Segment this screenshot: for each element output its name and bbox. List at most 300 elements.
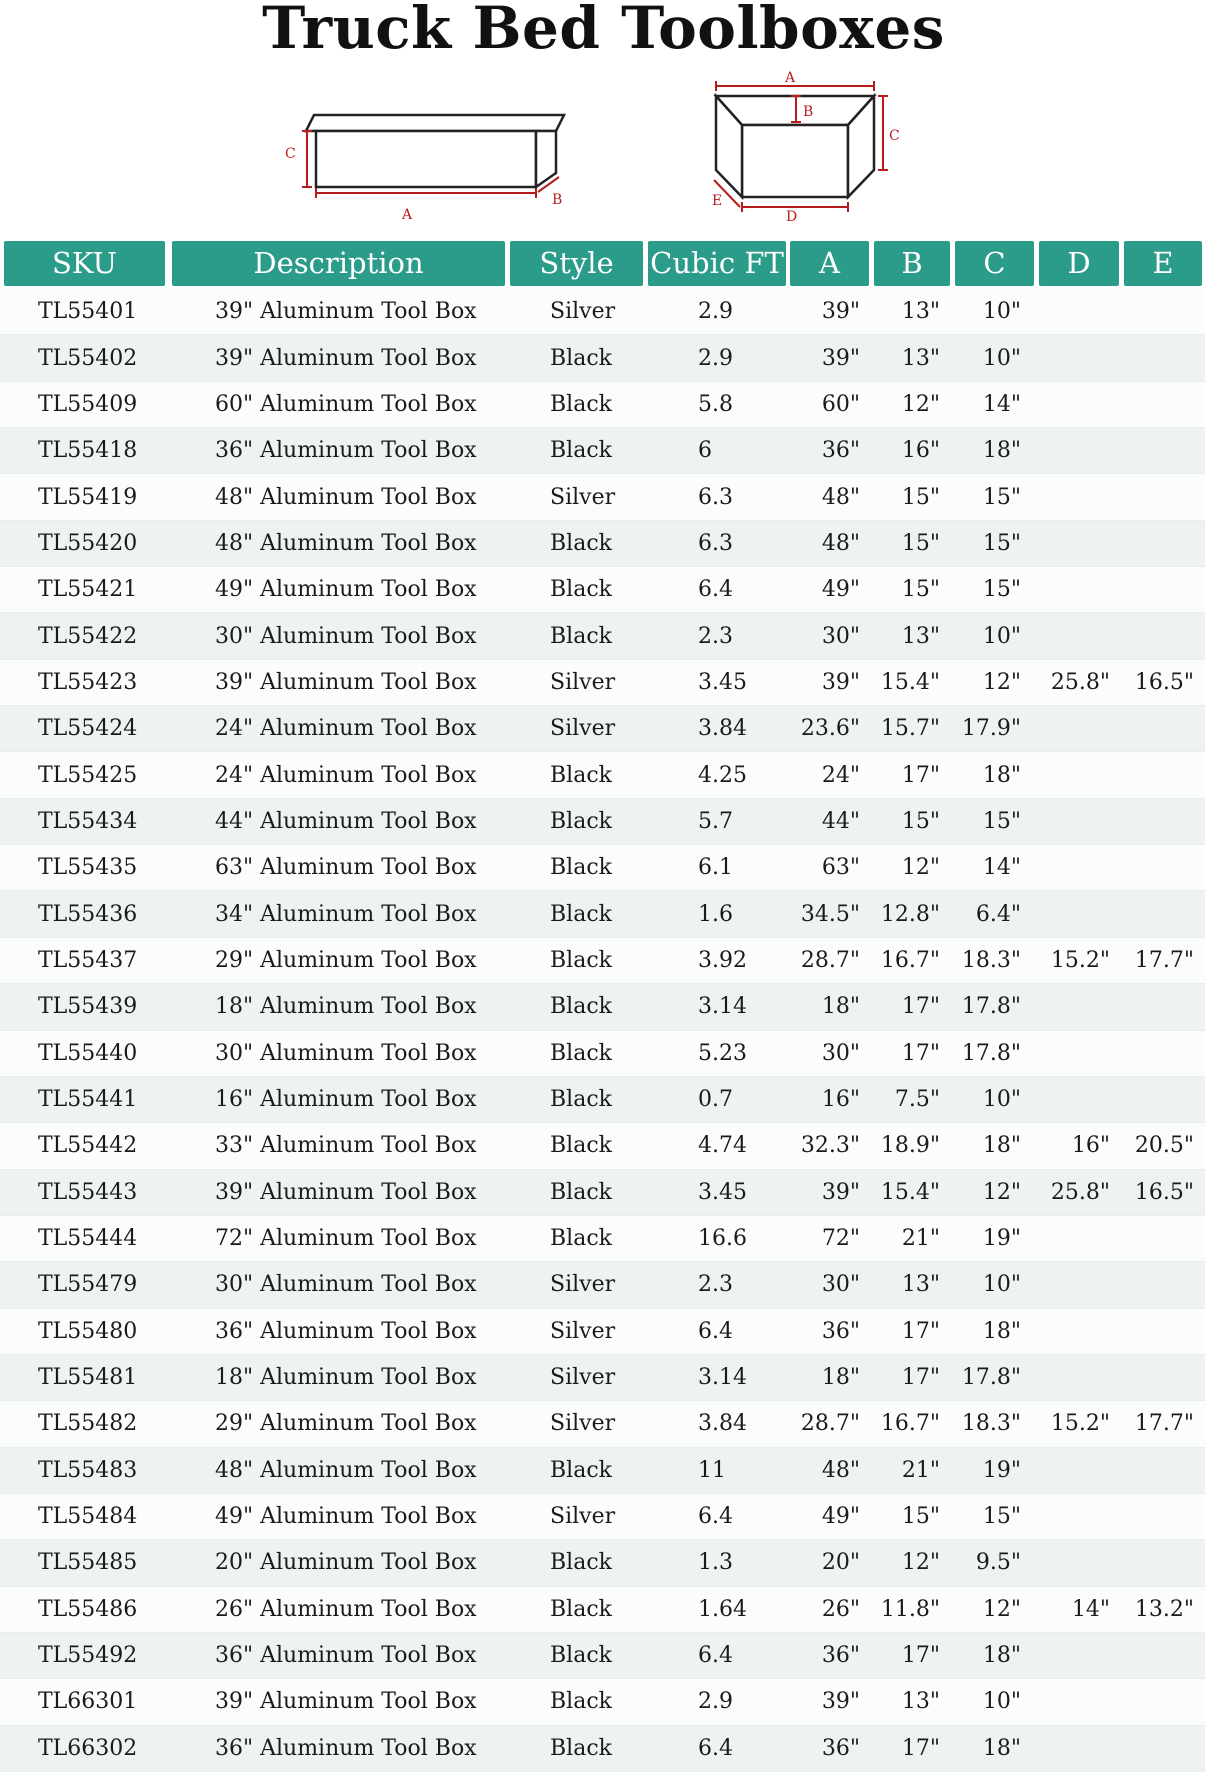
dimension-b-cell: 17"	[901, 1040, 940, 1066]
cubic-ft-cell: 3.45	[698, 1179, 747, 1205]
style-cell: Black	[550, 1643, 612, 1669]
style-cell: Silver	[550, 484, 616, 510]
dimension-label-d: D	[786, 209, 798, 225]
dimension-e-cell	[1124, 474, 1194, 519]
dimension-b-cell: 13"	[901, 299, 940, 325]
sku-cell: TL55420	[38, 530, 138, 556]
description-cell: 18" Aluminum Tool Box	[215, 1365, 477, 1391]
table-row	[0, 1077, 1205, 1123]
dimension-b-cell: 15.7"	[880, 716, 940, 742]
table-row	[0, 1031, 1205, 1077]
description-cell: 36" Aluminum Tool Box	[215, 1318, 477, 1344]
cubic-ft-cell: 5.8	[698, 391, 733, 417]
dimension-c-cell: 10"	[982, 1272, 1021, 1298]
cubic-ft-cell: 16.6	[698, 1226, 747, 1252]
sku-cell: TL55485	[38, 1550, 138, 1576]
sku-cell: TL55434	[38, 808, 138, 834]
dimension-b-cell: 21"	[901, 1226, 940, 1252]
cubic-ft-cell: 3.45	[698, 669, 747, 695]
dimension-label-c: C	[889, 128, 900, 144]
description-cell: 20" Aluminum Tool Box	[215, 1550, 477, 1576]
dimension-d-cell	[1040, 891, 1110, 936]
cubic-ft-cell: 2.9	[698, 299, 733, 325]
dimension-c-cell: 17.8"	[961, 1365, 1021, 1391]
dimension-d-cell	[1040, 1633, 1110, 1678]
description-cell: 36" Aluminum Tool Box	[215, 1643, 477, 1669]
dimension-c-cell: 18"	[982, 438, 1021, 464]
header-style: Style	[510, 241, 643, 286]
dimension-d-cell	[1040, 752, 1110, 797]
style-cell: Black	[550, 1550, 612, 1576]
cubic-ft-cell: 6.3	[698, 530, 733, 556]
description-cell: 63" Aluminum Tool Box	[215, 855, 477, 881]
table-row	[0, 1401, 1205, 1447]
sku-cell: TL55484	[38, 1504, 138, 1530]
dimension-d-cell	[1040, 1448, 1110, 1493]
description-cell: 36" Aluminum Tool Box	[215, 1735, 477, 1761]
dimension-a-cell: 39"	[821, 299, 860, 325]
dimension-b-cell: 15"	[901, 577, 940, 603]
dimension-d-cell	[1040, 289, 1110, 334]
cubic-ft-cell: 6.1	[698, 855, 733, 881]
dimension-a-cell: 36"	[821, 1643, 860, 1669]
dimension-b-cell: 11.8"	[880, 1596, 940, 1622]
sku-cell: TL55423	[38, 669, 138, 695]
dimension-a-cell: 30"	[821, 1272, 860, 1298]
dimension-b-cell: 17"	[901, 1318, 940, 1344]
dimension-c-cell: 19"	[982, 1226, 1021, 1252]
dimension-b-cell: 12"	[901, 855, 940, 881]
sku-cell: TL55421	[38, 577, 138, 603]
sku-cell: TL55422	[38, 623, 138, 649]
style-cell: Black	[550, 1689, 612, 1715]
table-row	[0, 660, 1205, 706]
cubic-ft-cell: 6.4	[698, 1318, 733, 1344]
dimension-b-cell: 12.8"	[880, 901, 940, 927]
dimension-d-cell	[1040, 1077, 1110, 1122]
header-sku: SKU	[4, 241, 165, 286]
style-cell: Black	[550, 577, 612, 603]
dimension-c-cell: 18"	[982, 1318, 1021, 1344]
dimension-e-cell	[1124, 567, 1194, 612]
table-row	[0, 845, 1205, 891]
description-cell: 44" Aluminum Tool Box	[215, 808, 477, 834]
table-row	[0, 289, 1205, 335]
cubic-ft-cell: 2.3	[698, 623, 733, 649]
dimension-a-cell: 49"	[821, 1504, 860, 1530]
sku-cell: TL55481	[38, 1365, 138, 1391]
dimension-d-cell	[1040, 1216, 1110, 1261]
dimension-a-cell: 18"	[821, 994, 860, 1020]
style-cell: Black	[550, 947, 612, 973]
cubic-ft-cell: 6.4	[698, 1504, 733, 1530]
dimension-e-cell	[1124, 382, 1194, 427]
style-cell: Silver	[550, 1272, 616, 1298]
dimension-label-a: A	[785, 70, 796, 86]
dimension-c-cell: 15"	[982, 808, 1021, 834]
table-row	[0, 1170, 1205, 1216]
dimension-e-cell: 20.5"	[1134, 1133, 1194, 1159]
dimension-e-cell	[1124, 521, 1194, 566]
style-cell: Silver	[550, 1504, 616, 1530]
sku-cell: TL55401	[38, 299, 138, 325]
dimension-e-cell	[1124, 1679, 1194, 1724]
dimension-c-cell: 18"	[982, 1735, 1021, 1761]
dimension-e-cell	[1124, 613, 1194, 658]
cubic-ft-cell: 5.23	[698, 1040, 747, 1066]
page-title: Truck Bed Toolboxes	[262, 0, 945, 62]
dimension-d-cell	[1040, 984, 1110, 1029]
header-cubic-ft: Cubic FT	[648, 241, 786, 286]
dimension-a-cell: 39"	[821, 1689, 860, 1715]
table-row	[0, 1309, 1205, 1355]
style-cell: Silver	[550, 1365, 616, 1391]
style-cell: Black	[550, 1457, 612, 1483]
dimension-d-cell	[1040, 799, 1110, 844]
dimension-a-cell: 30"	[821, 1040, 860, 1066]
dimension-b-cell: 13"	[901, 345, 940, 371]
dimension-a-cell: 36"	[821, 1318, 860, 1344]
style-cell: Black	[550, 391, 612, 417]
table-row	[0, 799, 1205, 845]
sku-cell: TL55418	[38, 438, 138, 464]
description-cell: 29" Aluminum Tool Box	[215, 947, 477, 973]
header-description: Description	[172, 241, 505, 286]
dimension-d-cell	[1040, 1355, 1110, 1400]
dimension-d-cell	[1040, 613, 1110, 658]
dimension-e-cell	[1124, 1216, 1194, 1261]
dimension-e-cell	[1124, 289, 1194, 334]
dimension-c-cell: 10"	[982, 345, 1021, 371]
sku-cell: TL55442	[38, 1133, 138, 1159]
dimension-label-c: C	[285, 146, 296, 162]
dimension-b-cell: 17"	[901, 1735, 940, 1761]
description-cell: 33" Aluminum Tool Box	[215, 1133, 477, 1159]
dimension-c-cell: 17.9"	[961, 716, 1021, 742]
description-cell: 34" Aluminum Tool Box	[215, 901, 477, 927]
header-b: B	[874, 241, 950, 286]
dimension-d-cell	[1040, 428, 1110, 473]
dimension-e-cell	[1124, 891, 1194, 936]
description-cell: 39" Aluminum Tool Box	[215, 1179, 477, 1205]
style-cell: Black	[550, 1040, 612, 1066]
sku-cell: TL55486	[38, 1596, 138, 1622]
dimension-d-cell	[1040, 1309, 1110, 1354]
sku-cell: TL55419	[38, 484, 138, 510]
cubic-ft-cell: 2.9	[698, 345, 733, 371]
table-row	[0, 335, 1205, 381]
dimension-d-cell	[1040, 521, 1110, 566]
description-cell: 30" Aluminum Tool Box	[215, 623, 477, 649]
dimension-d-cell	[1040, 1726, 1110, 1771]
dimension-c-cell: 18"	[982, 1133, 1021, 1159]
dimension-a-cell: 36"	[821, 438, 860, 464]
dimension-b-cell: 15"	[901, 530, 940, 556]
sku-cell: TL55483	[38, 1457, 138, 1483]
dimension-e-cell: 13.2"	[1134, 1596, 1194, 1622]
dimension-a-cell: 72"	[821, 1226, 860, 1252]
cubic-ft-cell: 3.92	[698, 947, 747, 973]
dimension-c-cell: 14"	[982, 855, 1021, 881]
dimension-c-cell: 9.5"	[975, 1550, 1021, 1576]
style-cell: Black	[550, 1133, 612, 1159]
table-row	[0, 1355, 1205, 1401]
sku-cell: TL55479	[38, 1272, 138, 1298]
header-e: E	[1124, 241, 1202, 286]
dimension-e-cell: 16.5"	[1134, 669, 1194, 695]
table-row	[0, 474, 1205, 520]
table-row	[0, 1726, 1205, 1772]
cubic-ft-cell: 3.14	[698, 994, 747, 1020]
table-row	[0, 984, 1205, 1030]
dimension-a-cell: 24"	[821, 762, 860, 788]
cubic-ft-cell: 1.64	[698, 1596, 747, 1622]
sku-cell: TL55492	[38, 1643, 138, 1669]
cubic-ft-cell: 2.3	[698, 1272, 733, 1298]
cubic-ft-cell: 0.7	[698, 1087, 733, 1113]
sku-cell: TL55439	[38, 994, 138, 1020]
table-row	[0, 1679, 1205, 1725]
dimension-a-cell: 28.7"	[800, 947, 860, 973]
table-body	[0, 289, 1207, 1772]
sku-cell: TL55437	[38, 947, 138, 973]
dimension-e-cell	[1124, 706, 1194, 751]
description-cell: 18" Aluminum Tool Box	[215, 994, 477, 1020]
table-row	[0, 1633, 1205, 1679]
dimension-label-e: E	[712, 193, 723, 209]
dimension-a-cell: 48"	[821, 484, 860, 510]
description-cell: 39" Aluminum Tool Box	[215, 299, 477, 325]
dimension-e-cell	[1124, 1355, 1194, 1400]
dimension-e-cell: 17.7"	[1134, 1411, 1194, 1437]
trapezoid-toolbox-diagram	[700, 70, 910, 230]
dimension-b-cell: 17"	[901, 994, 940, 1020]
toolbox-spec-table	[0, 241, 1207, 1761]
description-cell: 36" Aluminum Tool Box	[215, 438, 477, 464]
dimension-e-cell	[1124, 1633, 1194, 1678]
dimension-c-cell: 10"	[982, 1087, 1021, 1113]
dimension-c-cell: 10"	[982, 1689, 1021, 1715]
dimension-a-cell: 48"	[821, 530, 860, 556]
dimension-c-cell: 18.3"	[961, 947, 1021, 973]
style-cell: Black	[550, 623, 612, 649]
dimension-b-cell: 16"	[901, 438, 940, 464]
dimension-b-cell: 17"	[901, 1365, 940, 1391]
dimension-b-cell: 12"	[901, 1550, 940, 1576]
style-cell: Black	[550, 808, 612, 834]
dimension-a-cell: 28.7"	[800, 1411, 860, 1437]
cubic-ft-cell: 4.74	[698, 1133, 747, 1159]
sku-cell: TL55480	[38, 1318, 138, 1344]
table-row	[0, 938, 1205, 984]
dimension-e-cell	[1124, 1448, 1194, 1493]
dimension-e-cell	[1124, 984, 1194, 1029]
dimension-e-cell	[1124, 1077, 1194, 1122]
dimension-a-cell: 36"	[821, 1735, 860, 1761]
sku-cell: TL55441	[38, 1087, 138, 1113]
dimension-c-cell: 15"	[982, 484, 1021, 510]
dimension-b-cell: 13"	[901, 623, 940, 649]
table-row	[0, 1587, 1205, 1633]
dimension-b-cell: 13"	[901, 1272, 940, 1298]
description-cell: 29" Aluminum Tool Box	[215, 1411, 477, 1437]
dimension-b-cell: 17"	[901, 1643, 940, 1669]
dimension-a-cell: 18"	[821, 1365, 860, 1391]
dimension-e-cell	[1124, 1309, 1194, 1354]
description-cell: 39" Aluminum Tool Box	[215, 1689, 477, 1715]
header-c: C	[955, 241, 1034, 286]
sku-cell: TL55424	[38, 716, 138, 742]
dimension-a-cell: 39"	[821, 1179, 860, 1205]
dimension-d-cell: 14"	[1071, 1596, 1110, 1622]
cubic-ft-cell: 1.6	[698, 901, 733, 927]
cubic-ft-cell: 11	[698, 1457, 726, 1483]
dimension-e-cell	[1124, 799, 1194, 844]
cubic-ft-cell: 6.3	[698, 484, 733, 510]
style-cell: Black	[550, 901, 612, 927]
style-cell: Black	[550, 1596, 612, 1622]
table-row	[0, 428, 1205, 474]
sku-cell: TL66302	[38, 1735, 138, 1761]
dimension-d-cell	[1040, 1031, 1110, 1076]
cubic-ft-cell: 1.3	[698, 1550, 733, 1576]
table-row	[0, 1540, 1205, 1586]
dimension-a-cell: 63"	[821, 855, 860, 881]
dimension-a-cell: 32.3"	[800, 1133, 860, 1159]
dimension-c-cell: 17.8"	[961, 1040, 1021, 1066]
dimension-a-cell: 60"	[821, 391, 860, 417]
style-cell: Silver	[550, 1318, 616, 1344]
description-cell: 24" Aluminum Tool Box	[215, 716, 477, 742]
dimension-c-cell: 6.4"	[975, 901, 1021, 927]
dimension-a-cell: 20"	[821, 1550, 860, 1576]
dimension-b-cell: 13"	[901, 1689, 940, 1715]
dimension-d-cell	[1040, 1679, 1110, 1724]
description-cell: 39" Aluminum Tool Box	[215, 669, 477, 695]
description-cell: 49" Aluminum Tool Box	[215, 577, 477, 603]
dimension-c-cell: 19"	[982, 1457, 1021, 1483]
style-cell: Black	[550, 855, 612, 881]
description-cell: 48" Aluminum Tool Box	[215, 1457, 477, 1483]
dimension-a-cell: 30"	[821, 623, 860, 649]
dimension-c-cell: 12"	[982, 1179, 1021, 1205]
style-cell: Black	[550, 1179, 612, 1205]
dimension-a-cell: 16"	[821, 1087, 860, 1113]
dimension-label-a: A	[402, 207, 413, 223]
dimension-d-cell: 15.2"	[1050, 947, 1110, 973]
cubic-ft-cell: 4.25	[698, 762, 747, 788]
dimension-b-cell: 18.9"	[880, 1133, 940, 1159]
cubic-ft-cell: 3.84	[698, 1411, 747, 1437]
cubic-ft-cell: 6.4	[698, 1735, 733, 1761]
dimension-b-cell: 21"	[901, 1457, 940, 1483]
dimension-c-cell: 15"	[982, 1504, 1021, 1530]
table-row	[0, 1216, 1205, 1262]
cubic-ft-cell: 3.84	[698, 716, 747, 742]
dimension-d-cell: 16"	[1071, 1133, 1110, 1159]
dimension-c-cell: 18"	[982, 762, 1021, 788]
dimension-b-cell: 17"	[901, 762, 940, 788]
dimension-d-cell: 15.2"	[1050, 1411, 1110, 1437]
table-row	[0, 891, 1205, 937]
table-row	[0, 1262, 1205, 1308]
cubic-ft-cell: 5.7	[698, 808, 733, 834]
dimension-c-cell: 18"	[982, 1643, 1021, 1669]
dimension-d-cell	[1040, 1262, 1110, 1307]
sku-cell: TL55425	[38, 762, 138, 788]
sku-cell: TL66301	[38, 1689, 138, 1715]
description-cell: 48" Aluminum Tool Box	[215, 484, 477, 510]
style-cell: Black	[550, 345, 612, 371]
dimension-e-cell	[1124, 428, 1194, 473]
description-cell: 26" Aluminum Tool Box	[215, 1596, 477, 1622]
cubic-ft-cell: 6.4	[698, 1643, 733, 1669]
dimension-c-cell: 14"	[982, 391, 1021, 417]
dimension-c-cell: 15"	[982, 530, 1021, 556]
dimension-c-cell: 12"	[982, 1596, 1021, 1622]
dimension-d-cell	[1040, 845, 1110, 890]
header-d: D	[1039, 241, 1119, 286]
dimension-a-cell: 44"	[821, 808, 860, 834]
sku-cell: TL55436	[38, 901, 138, 927]
dimension-d-cell	[1040, 1494, 1110, 1539]
table-row	[0, 382, 1205, 428]
dimension-c-cell: 10"	[982, 623, 1021, 649]
cubic-ft-cell: 2.9	[698, 1689, 733, 1715]
description-cell: 49" Aluminum Tool Box	[215, 1504, 477, 1530]
dimension-e-cell	[1124, 1494, 1194, 1539]
description-cell: 39" Aluminum Tool Box	[215, 345, 477, 371]
style-cell: Black	[550, 1226, 612, 1252]
table-row	[0, 613, 1205, 659]
dimension-e-cell: 17.7"	[1134, 947, 1194, 973]
dimension-d-cell	[1040, 706, 1110, 751]
table-row	[0, 706, 1205, 752]
dimension-e-cell: 16.5"	[1134, 1179, 1194, 1205]
sku-cell: TL55440	[38, 1040, 138, 1066]
dimension-e-cell	[1124, 845, 1194, 890]
dimension-c-cell: 12"	[982, 669, 1021, 695]
table-row	[0, 1448, 1205, 1494]
dimension-c-cell: 18.3"	[961, 1411, 1021, 1437]
description-cell: 16" Aluminum Tool Box	[215, 1087, 477, 1113]
dimension-b-cell: 15"	[901, 484, 940, 510]
table-header	[0, 241, 1207, 286]
dimension-e-cell	[1124, 1540, 1194, 1585]
sku-cell: TL55443	[38, 1179, 138, 1205]
dimension-a-cell: 39"	[821, 669, 860, 695]
sku-cell: TL55482	[38, 1411, 138, 1437]
dimension-label-b: B	[552, 192, 563, 208]
crossover-toolbox-diagram	[280, 95, 580, 230]
description-cell: 30" Aluminum Tool Box	[215, 1272, 477, 1298]
dimension-e-cell	[1124, 1031, 1194, 1076]
style-cell: Black	[550, 994, 612, 1020]
table-row	[0, 1494, 1205, 1540]
dimension-e-cell	[1124, 1262, 1194, 1307]
dimension-e-cell	[1124, 752, 1194, 797]
description-cell: 30" Aluminum Tool Box	[215, 1040, 477, 1066]
dimension-d-cell: 25.8"	[1050, 1179, 1110, 1205]
dimension-a-cell: 34.5"	[800, 901, 860, 927]
dimension-b-cell: 15"	[901, 1504, 940, 1530]
style-cell: Black	[550, 438, 612, 464]
table-row	[0, 521, 1205, 567]
style-cell: Silver	[550, 716, 616, 742]
dimension-b-cell: 15.4"	[880, 669, 940, 695]
style-cell: Silver	[550, 1411, 616, 1437]
dimension-d-cell	[1040, 1540, 1110, 1585]
